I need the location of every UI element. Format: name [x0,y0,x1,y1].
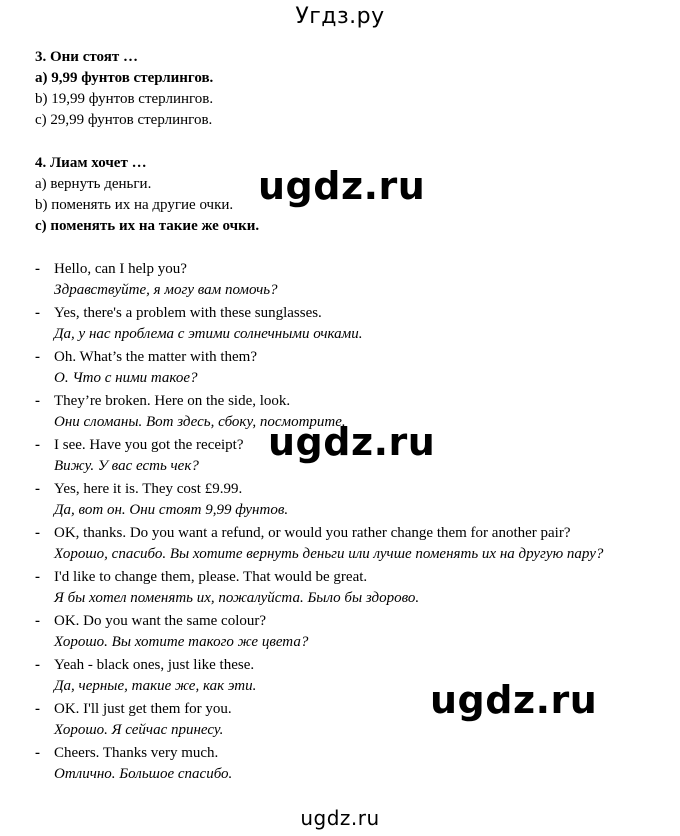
english-line: OK. I'll just get them for you. [54,701,232,717]
russian-translation: Они сломаны. Вот здесь, сбоку, посмотрите. [54,414,346,430]
watermark: ugdz.ru [430,678,598,722]
english-line: Yeah - black ones, just like these. [54,657,255,673]
dialogue-dash: - [35,305,40,321]
english-line: Cheers. Thanks very much. [54,745,219,761]
dialogue-line [35,743,655,785]
english-line: Hello, can I help you? [54,261,187,277]
dialogue-dash: - [35,525,40,541]
dialogue-dash: - [35,481,40,497]
dialogue-dash: - [35,613,40,629]
dialogue-line [35,347,655,389]
russian-translation: Вижу. У вас есть чек? [54,458,199,474]
question-title: 3. Они стоят … [35,49,138,65]
dialogue-line [35,567,655,609]
site-header: Угдз.ру [295,4,385,29]
document-body [35,47,655,787]
english-line: OK, thanks. Do you want a refund, or would you rather change them for another pair? [54,525,571,541]
watermark: ugdz.ru [258,164,426,208]
dialogue-line [35,523,655,565]
answer-option-correct: a) 9,99 фунтов стерлингов. [35,70,214,86]
question-title: 4. Лиам хочет … [35,155,147,171]
site-footer: ugdz.ru [300,806,380,830]
dialogue-dash: - [35,745,40,761]
english-line: OK. Do you want the same colour? [54,613,267,629]
english-line: I'd like to change them, please. That would be great. [54,569,368,585]
russian-translation: Да, вот он. Они стоят 9,99 фунтов. [54,502,289,518]
russian-translation: Хорошо. Я сейчас принесу. [54,722,224,738]
english-line: Yes, here it is. They cost £9.99. [54,481,243,497]
english-line: Oh. What’s the matter with them? [54,349,258,365]
answer-option: a) вернуть деньги. [35,176,152,192]
russian-translation: Хорошо, спасибо. Вы хотите вернуть деньги или лучше поменять их на другую пару? [54,546,604,562]
russian-translation: Хорошо. Вы хотите такого же цвета? [54,634,309,650]
dialogue-line [35,259,655,301]
dialogue-dash: - [35,701,40,717]
dialogue-line [35,303,655,345]
dialogue-dash: - [35,349,40,365]
dialogue-dash: - [35,437,40,453]
english-line: Yes, there's a problem with these sunglasses. [54,305,322,321]
answer-option-correct: c) поменять их на такие же очки. [35,218,260,234]
russian-translation: Да, черные, такие же, как эти. [54,678,257,694]
dialogue-dash: - [35,657,40,673]
russian-translation: Я бы хотел поменять их, пожалуйста. Было бы здорово. [54,590,420,606]
russian-translation: О. Что с ними такое? [54,370,198,386]
russian-translation: Отлично. Большое спасибо. [54,766,233,782]
answer-option: b) поменять их на другие очки. [35,197,234,213]
answer-option: b) 19,99 фунтов стерлингов. [35,91,214,107]
dialogue-dash: - [35,569,40,585]
english-line: They’re broken. Here on the side, look. [54,393,291,409]
watermark: ugdz.ru [268,420,436,464]
dialogue-line [35,611,655,653]
dialogue-dash: - [35,261,40,277]
question-block [35,47,655,131]
english-line: I see. Have you got the receipt? [54,437,244,453]
dialogue-line [35,479,655,521]
russian-translation: Здравствуйте, я могу вам помочь? [54,282,278,298]
dialogue-dash: - [35,393,40,409]
questions-section [35,47,655,237]
russian-translation: Да, у нас проблема с этими солнечными очками. [54,326,363,342]
answer-option: c) 29,99 фунтов стерлингов. [35,112,213,128]
